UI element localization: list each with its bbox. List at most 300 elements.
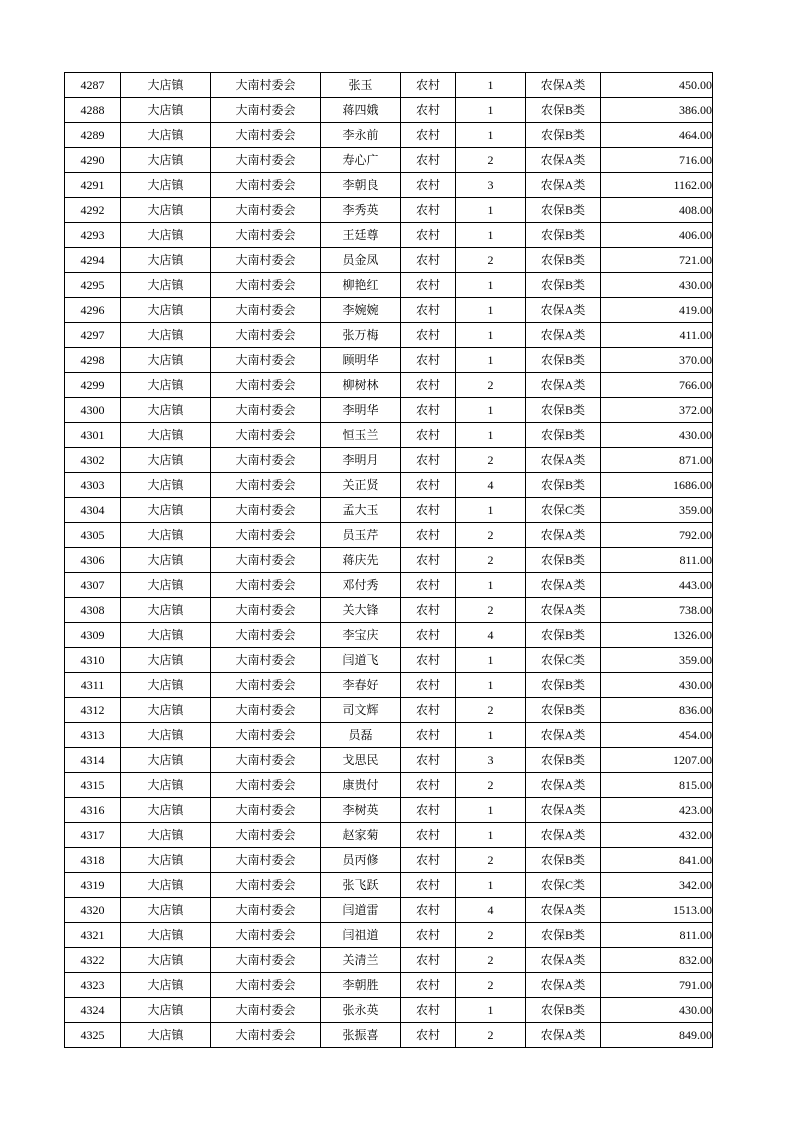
cell-count: 1 bbox=[456, 348, 526, 373]
cell-village: 大南村委会 bbox=[211, 498, 321, 523]
cell-category: 农保B类 bbox=[526, 223, 601, 248]
cell-category: 农保B类 bbox=[526, 98, 601, 123]
cell-count: 1 bbox=[456, 198, 526, 223]
cell-category: 农保C类 bbox=[526, 873, 601, 898]
cell-amount: 738.00 bbox=[601, 598, 713, 623]
cell-village: 大南村委会 bbox=[211, 998, 321, 1023]
cell-town: 大店镇 bbox=[121, 373, 211, 398]
cell-village: 大南村委会 bbox=[211, 673, 321, 698]
cell-count: 1 bbox=[456, 323, 526, 348]
cell-village: 大南村委会 bbox=[211, 748, 321, 773]
cell-id: 4315 bbox=[65, 773, 121, 798]
cell-category: 农保A类 bbox=[526, 373, 601, 398]
cell-category: 农保A类 bbox=[526, 973, 601, 998]
cell-village: 大南村委会 bbox=[211, 623, 321, 648]
cell-category: 农保B类 bbox=[526, 473, 601, 498]
cell-name: 李明华 bbox=[321, 398, 401, 423]
cell-id: 4290 bbox=[65, 148, 121, 173]
cell-id: 4311 bbox=[65, 673, 121, 698]
cell-category: 农保B类 bbox=[526, 748, 601, 773]
cell-count: 1 bbox=[456, 423, 526, 448]
table-row bbox=[65, 873, 713, 898]
cell-town: 大店镇 bbox=[121, 648, 211, 673]
table-row bbox=[65, 423, 713, 448]
cell-village: 大南村委会 bbox=[211, 948, 321, 973]
table-row bbox=[65, 523, 713, 548]
cell-name: 张飞跃 bbox=[321, 873, 401, 898]
cell-village: 大南村委会 bbox=[211, 273, 321, 298]
cell-id: 4287 bbox=[65, 73, 121, 98]
cell-name: 恒玉兰 bbox=[321, 423, 401, 448]
cell-category: 农保B类 bbox=[526, 923, 601, 948]
cell-id: 4307 bbox=[65, 573, 121, 598]
cell-village: 大南村委会 bbox=[211, 1023, 321, 1048]
cell-town: 大店镇 bbox=[121, 773, 211, 798]
cell-id: 4288 bbox=[65, 98, 121, 123]
cell-village: 大南村委会 bbox=[211, 248, 321, 273]
cell-category: 农保A类 bbox=[526, 523, 601, 548]
table-row bbox=[65, 323, 713, 348]
cell-name: 闫道雷 bbox=[321, 898, 401, 923]
cell-name: 员玉芹 bbox=[321, 523, 401, 548]
cell-town: 大店镇 bbox=[121, 923, 211, 948]
table-row bbox=[65, 973, 713, 998]
cell-count: 2 bbox=[456, 698, 526, 723]
cell-amount: 1686.00 bbox=[601, 473, 713, 498]
cell-residence: 农村 bbox=[401, 948, 456, 973]
table-row bbox=[65, 1023, 713, 1048]
cell-name: 张永英 bbox=[321, 998, 401, 1023]
cell-residence: 农村 bbox=[401, 1023, 456, 1048]
cell-category: 农保A类 bbox=[526, 948, 601, 973]
cell-town: 大店镇 bbox=[121, 898, 211, 923]
cell-id: 4324 bbox=[65, 998, 121, 1023]
cell-amount: 1207.00 bbox=[601, 748, 713, 773]
cell-category: 农保B类 bbox=[526, 123, 601, 148]
cell-village: 大南村委会 bbox=[211, 148, 321, 173]
cell-name: 孟大玉 bbox=[321, 498, 401, 523]
cell-id: 4322 bbox=[65, 948, 121, 973]
cell-town: 大店镇 bbox=[121, 348, 211, 373]
table-row bbox=[65, 598, 713, 623]
cell-residence: 农村 bbox=[401, 673, 456, 698]
cell-count: 1 bbox=[456, 123, 526, 148]
cell-name: 赵家菊 bbox=[321, 823, 401, 848]
cell-village: 大南村委会 bbox=[211, 173, 321, 198]
cell-town: 大店镇 bbox=[121, 673, 211, 698]
cell-name: 张玉 bbox=[321, 73, 401, 98]
cell-village: 大南村委会 bbox=[211, 198, 321, 223]
cell-residence: 农村 bbox=[401, 373, 456, 398]
cell-id: 4294 bbox=[65, 248, 121, 273]
cell-town: 大店镇 bbox=[121, 273, 211, 298]
cell-name: 员丙修 bbox=[321, 848, 401, 873]
cell-amount: 454.00 bbox=[601, 723, 713, 748]
cell-town: 大店镇 bbox=[121, 948, 211, 973]
cell-residence: 农村 bbox=[401, 773, 456, 798]
cell-category: 农保B类 bbox=[526, 848, 601, 873]
cell-village: 大南村委会 bbox=[211, 223, 321, 248]
cell-town: 大店镇 bbox=[121, 873, 211, 898]
cell-category: 农保A类 bbox=[526, 73, 601, 98]
cell-id: 4313 bbox=[65, 723, 121, 748]
cell-residence: 农村 bbox=[401, 573, 456, 598]
cell-town: 大店镇 bbox=[121, 198, 211, 223]
cell-amount: 1326.00 bbox=[601, 623, 713, 648]
cell-amount: 836.00 bbox=[601, 698, 713, 723]
cell-count: 1 bbox=[456, 223, 526, 248]
cell-town: 大店镇 bbox=[121, 223, 211, 248]
cell-village: 大南村委会 bbox=[211, 773, 321, 798]
cell-village: 大南村委会 bbox=[211, 73, 321, 98]
cell-name: 蒋庆先 bbox=[321, 548, 401, 573]
cell-amount: 430.00 bbox=[601, 998, 713, 1023]
cell-amount: 832.00 bbox=[601, 948, 713, 973]
cell-village: 大南村委会 bbox=[211, 123, 321, 148]
cell-name: 李朝胜 bbox=[321, 973, 401, 998]
cell-residence: 农村 bbox=[401, 648, 456, 673]
cell-town: 大店镇 bbox=[121, 98, 211, 123]
cell-count: 2 bbox=[456, 448, 526, 473]
cell-count: 1 bbox=[456, 798, 526, 823]
table-row bbox=[65, 898, 713, 923]
cell-town: 大店镇 bbox=[121, 798, 211, 823]
cell-count: 1 bbox=[456, 998, 526, 1023]
cell-id: 4291 bbox=[65, 173, 121, 198]
cell-residence: 农村 bbox=[401, 748, 456, 773]
cell-village: 大南村委会 bbox=[211, 898, 321, 923]
cell-village: 大南村委会 bbox=[211, 348, 321, 373]
cell-amount: 841.00 bbox=[601, 848, 713, 873]
cell-amount: 721.00 bbox=[601, 248, 713, 273]
cell-amount: 849.00 bbox=[601, 1023, 713, 1048]
cell-residence: 农村 bbox=[401, 523, 456, 548]
table-row bbox=[65, 473, 713, 498]
cell-name: 员磊 bbox=[321, 723, 401, 748]
table-row bbox=[65, 923, 713, 948]
cell-amount: 1513.00 bbox=[601, 898, 713, 923]
cell-residence: 农村 bbox=[401, 323, 456, 348]
cell-name: 员金凤 bbox=[321, 248, 401, 273]
cell-name: 康贵付 bbox=[321, 773, 401, 798]
cell-category: 农保A类 bbox=[526, 148, 601, 173]
table-row bbox=[65, 298, 713, 323]
cell-id: 4305 bbox=[65, 523, 121, 548]
cell-id: 4308 bbox=[65, 598, 121, 623]
cell-id: 4316 bbox=[65, 798, 121, 823]
cell-residence: 农村 bbox=[401, 273, 456, 298]
cell-residence: 农村 bbox=[401, 598, 456, 623]
table-row bbox=[65, 248, 713, 273]
table-row bbox=[65, 123, 713, 148]
cell-town: 大店镇 bbox=[121, 398, 211, 423]
cell-village: 大南村委会 bbox=[211, 923, 321, 948]
table-row bbox=[65, 448, 713, 473]
cell-category: 农保A类 bbox=[526, 298, 601, 323]
table-row bbox=[65, 648, 713, 673]
cell-village: 大南村委会 bbox=[211, 573, 321, 598]
cell-residence: 农村 bbox=[401, 973, 456, 998]
cell-amount: 419.00 bbox=[601, 298, 713, 323]
cell-count: 2 bbox=[456, 923, 526, 948]
cell-town: 大店镇 bbox=[121, 173, 211, 198]
cell-residence: 农村 bbox=[401, 198, 456, 223]
cell-category: 农保C类 bbox=[526, 648, 601, 673]
cell-name: 李永前 bbox=[321, 123, 401, 148]
table-row bbox=[65, 148, 713, 173]
cell-village: 大南村委会 bbox=[211, 423, 321, 448]
cell-id: 4293 bbox=[65, 223, 121, 248]
cell-name: 李明月 bbox=[321, 448, 401, 473]
cell-residence: 农村 bbox=[401, 298, 456, 323]
table-row bbox=[65, 798, 713, 823]
cell-count: 2 bbox=[456, 523, 526, 548]
cell-village: 大南村委会 bbox=[211, 598, 321, 623]
cell-count: 1 bbox=[456, 723, 526, 748]
cell-count: 1 bbox=[456, 398, 526, 423]
cell-name: 关大锋 bbox=[321, 598, 401, 623]
cell-category: 农保A类 bbox=[526, 573, 601, 598]
cell-residence: 农村 bbox=[401, 148, 456, 173]
cell-town: 大店镇 bbox=[121, 148, 211, 173]
cell-count: 2 bbox=[456, 1023, 526, 1048]
cell-count: 2 bbox=[456, 973, 526, 998]
cell-name: 关正贤 bbox=[321, 473, 401, 498]
cell-id: 4304 bbox=[65, 498, 121, 523]
cell-category: 农保B类 bbox=[526, 673, 601, 698]
cell-residence: 农村 bbox=[401, 923, 456, 948]
cell-count: 4 bbox=[456, 898, 526, 923]
table-row bbox=[65, 198, 713, 223]
cell-name: 蒋四娥 bbox=[321, 98, 401, 123]
cell-category: 农保A类 bbox=[526, 723, 601, 748]
cell-id: 4309 bbox=[65, 623, 121, 648]
table-row bbox=[65, 948, 713, 973]
cell-amount: 815.00 bbox=[601, 773, 713, 798]
cell-amount: 430.00 bbox=[601, 273, 713, 298]
cell-residence: 农村 bbox=[401, 348, 456, 373]
cell-town: 大店镇 bbox=[121, 548, 211, 573]
table-row bbox=[65, 573, 713, 598]
cell-count: 2 bbox=[456, 773, 526, 798]
cell-count: 2 bbox=[456, 848, 526, 873]
cell-village: 大南村委会 bbox=[211, 798, 321, 823]
cell-id: 4320 bbox=[65, 898, 121, 923]
cell-amount: 811.00 bbox=[601, 548, 713, 573]
cell-category: 农保C类 bbox=[526, 498, 601, 523]
table-row bbox=[65, 498, 713, 523]
cell-count: 1 bbox=[456, 573, 526, 598]
cell-count: 3 bbox=[456, 173, 526, 198]
cell-count: 2 bbox=[456, 373, 526, 398]
cell-amount: 432.00 bbox=[601, 823, 713, 848]
cell-id: 4318 bbox=[65, 848, 121, 873]
cell-village: 大南村委会 bbox=[211, 298, 321, 323]
cell-residence: 农村 bbox=[401, 173, 456, 198]
cell-village: 大南村委会 bbox=[211, 648, 321, 673]
cell-amount: 766.00 bbox=[601, 373, 713, 398]
cell-id: 4295 bbox=[65, 273, 121, 298]
cell-id: 4299 bbox=[65, 373, 121, 398]
cell-town: 大店镇 bbox=[121, 698, 211, 723]
cell-amount: 408.00 bbox=[601, 198, 713, 223]
cell-town: 大店镇 bbox=[121, 623, 211, 648]
cell-category: 农保A类 bbox=[526, 173, 601, 198]
cell-category: 农保B类 bbox=[526, 348, 601, 373]
cell-town: 大店镇 bbox=[121, 73, 211, 98]
cell-name: 张万梅 bbox=[321, 323, 401, 348]
cell-category: 农保B类 bbox=[526, 248, 601, 273]
cell-town: 大店镇 bbox=[121, 323, 211, 348]
cell-count: 2 bbox=[456, 148, 526, 173]
cell-amount: 791.00 bbox=[601, 973, 713, 998]
cell-amount: 342.00 bbox=[601, 873, 713, 898]
cell-town: 大店镇 bbox=[121, 998, 211, 1023]
cell-amount: 1162.00 bbox=[601, 173, 713, 198]
table-row bbox=[65, 223, 713, 248]
cell-name: 闫祖道 bbox=[321, 923, 401, 948]
cell-residence: 农村 bbox=[401, 223, 456, 248]
cell-village: 大南村委会 bbox=[211, 373, 321, 398]
cell-name: 关清兰 bbox=[321, 948, 401, 973]
cell-amount: 386.00 bbox=[601, 98, 713, 123]
table-row bbox=[65, 773, 713, 798]
table-row bbox=[65, 73, 713, 98]
table-row bbox=[65, 548, 713, 573]
cell-count: 4 bbox=[456, 473, 526, 498]
table-row bbox=[65, 98, 713, 123]
table-row bbox=[65, 748, 713, 773]
cell-id: 4302 bbox=[65, 448, 121, 473]
cell-village: 大南村委会 bbox=[211, 323, 321, 348]
cell-amount: 372.00 bbox=[601, 398, 713, 423]
table-row bbox=[65, 998, 713, 1023]
table-row bbox=[65, 398, 713, 423]
cell-amount: 716.00 bbox=[601, 148, 713, 173]
cell-residence: 农村 bbox=[401, 873, 456, 898]
cell-id: 4314 bbox=[65, 748, 121, 773]
cell-name: 张振喜 bbox=[321, 1023, 401, 1048]
cell-residence: 农村 bbox=[401, 698, 456, 723]
cell-name: 王廷尊 bbox=[321, 223, 401, 248]
table-row bbox=[65, 823, 713, 848]
cell-town: 大店镇 bbox=[121, 1023, 211, 1048]
cell-count: 1 bbox=[456, 823, 526, 848]
table-row bbox=[65, 623, 713, 648]
cell-count: 1 bbox=[456, 73, 526, 98]
cell-name: 李春好 bbox=[321, 673, 401, 698]
cell-amount: 406.00 bbox=[601, 223, 713, 248]
cell-residence: 农村 bbox=[401, 473, 456, 498]
cell-category: 农保B类 bbox=[526, 623, 601, 648]
cell-name: 李宝庆 bbox=[321, 623, 401, 648]
cell-category: 农保B类 bbox=[526, 698, 601, 723]
cell-amount: 450.00 bbox=[601, 73, 713, 98]
benefits-table bbox=[64, 72, 713, 1048]
benefits-table-body bbox=[65, 73, 713, 1048]
cell-count: 1 bbox=[456, 873, 526, 898]
table-row bbox=[65, 848, 713, 873]
cell-town: 大店镇 bbox=[121, 848, 211, 873]
cell-amount: 464.00 bbox=[601, 123, 713, 148]
table-row bbox=[65, 348, 713, 373]
cell-name: 戈思民 bbox=[321, 748, 401, 773]
cell-village: 大南村委会 bbox=[211, 848, 321, 873]
cell-residence: 农村 bbox=[401, 723, 456, 748]
cell-village: 大南村委会 bbox=[211, 473, 321, 498]
cell-name: 寿心广 bbox=[321, 148, 401, 173]
cell-id: 4303 bbox=[65, 473, 121, 498]
cell-category: 农保A类 bbox=[526, 1023, 601, 1048]
cell-residence: 农村 bbox=[401, 123, 456, 148]
cell-residence: 农村 bbox=[401, 898, 456, 923]
cell-id: 4312 bbox=[65, 698, 121, 723]
cell-amount: 443.00 bbox=[601, 573, 713, 598]
cell-count: 2 bbox=[456, 548, 526, 573]
cell-village: 大南村委会 bbox=[211, 973, 321, 998]
cell-town: 大店镇 bbox=[121, 598, 211, 623]
cell-town: 大店镇 bbox=[121, 448, 211, 473]
cell-town: 大店镇 bbox=[121, 498, 211, 523]
cell-town: 大店镇 bbox=[121, 298, 211, 323]
cell-village: 大南村委会 bbox=[211, 873, 321, 898]
cell-id: 4310 bbox=[65, 648, 121, 673]
cell-amount: 430.00 bbox=[601, 423, 713, 448]
cell-id: 4319 bbox=[65, 873, 121, 898]
cell-id: 4292 bbox=[65, 198, 121, 223]
cell-count: 1 bbox=[456, 673, 526, 698]
cell-amount: 430.00 bbox=[601, 673, 713, 698]
cell-town: 大店镇 bbox=[121, 723, 211, 748]
table-row bbox=[65, 273, 713, 298]
cell-residence: 农村 bbox=[401, 548, 456, 573]
cell-count: 2 bbox=[456, 598, 526, 623]
cell-category: 农保B类 bbox=[526, 423, 601, 448]
cell-count: 1 bbox=[456, 98, 526, 123]
cell-amount: 871.00 bbox=[601, 448, 713, 473]
cell-amount: 811.00 bbox=[601, 923, 713, 948]
cell-id: 4301 bbox=[65, 423, 121, 448]
cell-town: 大店镇 bbox=[121, 248, 211, 273]
cell-village: 大南村委会 bbox=[211, 398, 321, 423]
cell-amount: 359.00 bbox=[601, 498, 713, 523]
cell-count: 3 bbox=[456, 748, 526, 773]
cell-village: 大南村委会 bbox=[211, 698, 321, 723]
cell-village: 大南村委会 bbox=[211, 723, 321, 748]
cell-category: 农保A类 bbox=[526, 598, 601, 623]
cell-village: 大南村委会 bbox=[211, 98, 321, 123]
cell-name: 顾明华 bbox=[321, 348, 401, 373]
cell-residence: 农村 bbox=[401, 498, 456, 523]
cell-id: 4321 bbox=[65, 923, 121, 948]
cell-town: 大店镇 bbox=[121, 748, 211, 773]
cell-residence: 农村 bbox=[401, 73, 456, 98]
cell-name: 李秀英 bbox=[321, 198, 401, 223]
cell-residence: 农村 bbox=[401, 623, 456, 648]
cell-id: 4325 bbox=[65, 1023, 121, 1048]
cell-name: 李婉婉 bbox=[321, 298, 401, 323]
cell-count: 1 bbox=[456, 298, 526, 323]
cell-name: 邓付秀 bbox=[321, 573, 401, 598]
cell-id: 4306 bbox=[65, 548, 121, 573]
cell-category: 农保A类 bbox=[526, 773, 601, 798]
cell-id: 4300 bbox=[65, 398, 121, 423]
cell-category: 农保B类 bbox=[526, 398, 601, 423]
cell-name: 李树英 bbox=[321, 798, 401, 823]
cell-id: 4297 bbox=[65, 323, 121, 348]
cell-village: 大南村委会 bbox=[211, 448, 321, 473]
table-row bbox=[65, 723, 713, 748]
